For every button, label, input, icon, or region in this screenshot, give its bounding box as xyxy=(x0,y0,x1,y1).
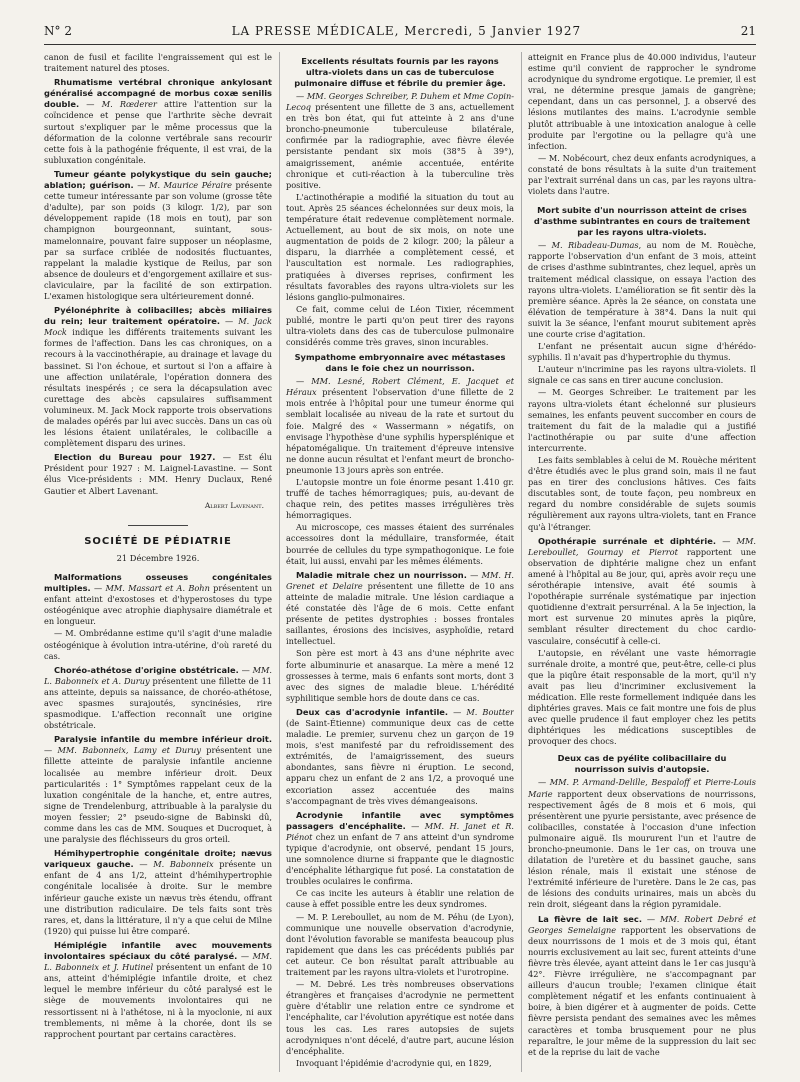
entry: Pyélonéphrite à colibacilles; abcès miliaires du rein; leur traitement opératoire. — M. Jack Mock indique les différents traitements suivant les formes de l'affection. Dans les cas chroniques, on a recours à la vaccinothérapie, au drainage et lavage du bassinet. Si l'on échoue, et surtout si l'on a affaire à une affection unilatérale, l'opération donnera des résultats inespérés ; ce sera la décapsulation avec curettage des abcès capsulaires suffisamment volumineux. M. Jack Mock rapporte trois observations de malades opérés par lui avec succès. Dans un cas où les lésions étaient unilatérales, le colibacille a complètement disparu des urines. xyxy=(44,305,272,449)
entry-author: MM. H. Grenet et Delaire xyxy=(286,569,514,591)
paragraph: atteignit en France plus de 40.000 individus, l'auteur estime qu'il convient de rapprocher le syndrome acrodynique du syndrome ergotique. Le premier, il est vrai, ne détermine presque jamais de gangrène; cependant, dans un cas personnel, J. a observé des lésions mutilantes des mains. L'acrodynie semble plutôt attribuable à une intoxication analogue à celle produite par l'ergotine ou la pellagre qu'à une infection. xyxy=(528,52,756,151)
entry-title: Deux cas d'acrodynie infantile. xyxy=(296,706,449,717)
entry xyxy=(44,452,272,496)
entry-author: MM. P. Armand-Delille, Bespaloff et Pierre-Louis Marie xyxy=(528,777,756,799)
column-1 xyxy=(44,52,272,1072)
paragraph: L'autopsie montre un foie énorme pesant 1.410 gr. truffé de taches hémorragiques; puis, au-devant de chaque rein, des petites masses irrégulières très hémorragiques. xyxy=(286,477,514,521)
entry-title: La fièvre de lait sec. xyxy=(538,913,642,924)
entry-author: MM. Robert Debré et Georges Semelaigne xyxy=(528,913,756,935)
entry-text: présentent une fillette de 3 ans, actuellement en très bon état, qui fut atteinte à 2 ans d'une broncho-pneumonie tuberculeuse bilatérale, confirmée par la radiographie, avec fièvre élevée persistante pendant six mois (38°5 à 39°), amaigrissement, anémie accentuée, entérite chronique et cuti-réaction à la tuberculine très positive. xyxy=(286,102,514,190)
entry-author: M. Babonneix xyxy=(153,859,214,870)
entry-text: rapportent les observations de deux nourrissons de 1 mois et de 3 mois qui, étant nourris exclusivement au lait sec, furent atteints d'une fièvre très élevée, ayant atteint dans le 1er cas jusqu'à 42°. Fièvre irrégulière, ne s'accompagnant par ailleurs d'aucun trouble; l'examen clinique était complètement négatif et les enfants continuaient à boire, à bien digérer et à augmenter de poids. Cette fièvre persista pendant des semaines avec les mêmes caractères et tomba brusquement pour ne plus reparaître, le jour même de la suppression du lait sec et de la reprise du lait de vache xyxy=(528,924,756,1057)
entry-author: MM. Babonneix, Lamy et Duruy xyxy=(57,745,201,756)
page-number: 21 xyxy=(740,24,756,38)
entry-author: MM. L. Babonneix et A. Duruy xyxy=(44,664,272,686)
entry-text: rapportent deux observations de nourrissons, respectivement âgés de 8 mois et 6 mois, qui présentèrent une pyurie persistante, avec présence de colibacilles, constatée à l'occasion d'une infection pulmonaire aiguë. Ils moururent l'un et l'autre de broncho-pneumonie. Dans le 1er cas, on trouva une dilatation de l'uretère et du bassinet gauche, sans lésion rénale, mais il existait une sténose de l'extrémité inférieure de l'uretère. Dans le 2e cas, pas de lésions des conduits urinaires, mais un abcès du rein droit, siégeant dans la région pyramidale. xyxy=(528,788,756,910)
section-title: SOCIÉTÉ DE PÉDIATRIE xyxy=(84,535,232,547)
entry-text: rapportent une observation de diphtérie maligne chez un enfant amené à l'hôpital au 8e jour, qui, après avoir reçu une sérothérapie intensive, avait été soumis à l'opothérapie surrénale systématique par injection quotidienne d'extrait persurrénal. A la 5e injection, la mort est survenue 20 minutes après la piqûre, semblant résulter directement du choc cardio-vasculaire, consécutif à celle-ci. xyxy=(528,546,756,646)
entry-author: M. Rœderer xyxy=(101,99,157,110)
entry-text: chez un enfant de 7 ans atteint d'un syndrome typique d'acrodynie, ont observé, pendant 15 jours, une somnolence diurne si frappante que le diagnostic d'encéphalite léthargique fut posé. La constatation de troubles oculaires le confirma. xyxy=(286,831,514,887)
entry: — M. Ribadeau-Dumas, au nom de M. Rouèche, rapporte l'observation d'un enfant de 3 mois, atteint de crises d'asthme subintrantes, chez lequel, après un traitement médical classique, on essaya l'action des rayons ultra-violets. L'amélioration se fit sentir dès la première séance. Après la 2e séance, on constata une élévation de température à 38°4. Dans la nuit qui suivit la 3e séance, l'enfant mourut subitement après une courte crise d'agitation. xyxy=(528,240,756,339)
entry-title: Maladie mitrale chez un nourrisson. xyxy=(296,569,467,580)
entry-text: attire l'attention sur la coïncidence et pense que l'arthrite sèche devrait surtout s'expliquer par le même processus que la déformation de la colonne vertébrale sans recourir cette fois à la pathogénie fréquente, il est vrai, de la subluxation congénitale. xyxy=(44,99,272,165)
entry-title: Hémiplégie infantile avec mouvements involontaires spéciaux du côté paralysé. xyxy=(44,939,272,962)
entry: Opothérapie surrénale et diphtérie. — MM. Lereboullet, Gournay et Pierrot rapportent une observation de diphtérie maligne chez un enfant amené à l'hôpital au 8e jour, qui, après avoir reçu une sérothérapie intensive, avait été soumis à l'opothérapie surrénale systématique par injection quotidienne d'extrait persurrénal. A la 5e injection, la mort est survenue 20 minutes après la piqûre, semblant résulter directement du choc cardio-vasculaire, consécutif à celle-ci. xyxy=(528,535,756,646)
paragraph: — M. P. Lereboullet, au nom de M. Péhu (de Lyon), communique une nouvelle observation d'acrodynie, dont l'évolution favorable se manifesta beaucoup plus rapidement que dans les cas précédents publiés par cet auteur. Ce bon résultat paraît attribuable au traitement par les rayons ultra-violets et l'urotropine. xyxy=(286,911,514,978)
entry-title: Opothérapie surrénale et diphtérie. xyxy=(538,535,716,546)
section-date: 21 Décembre 1926. xyxy=(116,552,200,563)
entry-author: M. Ribadeau-Dumas xyxy=(551,240,639,251)
paragraph: Son père est mort à 43 ans d'une néphrite avec forte albuminurie et anasarque. La mère a mené 12 grossesses à terme, mais 6 enfants sont morts, dont 3 avec des signes de maladie bleue. L'hérédité syphilitique semble hors de doute dans ce cas. xyxy=(286,648,514,703)
entry-text: présentent un enfant de 10 ans, atteint d'hémiplégie infantile droite, et chez lequel le membre inférieur du côté paralysé est le siège de mouvements involontaires qui ne ressortissent ni à l'athétose, ni à la myoclonie, ni aux tremblements, ni même à la chorée, dont ils se rapprochent pourtant par certains caractères. xyxy=(44,962,272,1039)
entry: — MM. Lesné, Robert Clément, E. Jacquet et Héraux présentent l'observation d'une fillette de 2 mois entrée à l'hôpital pour une tumeur énorme qui semblait localisée au niveau de la rate et surtout du foie. Malgré des « Wassermann » négatifs, on envisage l'hypothèse d'une syphilis hypersplénique et hépatomégalique. Un traitement d'épreuve intensive ne donne aucun résultat et l'enfant meurt de broncho-pneumonie 13 jours après son entrée. xyxy=(286,376,514,475)
entry-author: MM. L. Babonneix et J. Hutinel xyxy=(44,951,272,973)
paragraph: L'actinothérapie a modifié la situation du tout au tout. Après 25 séances échelonnées sur deux mois, la température était redevenue complètement normale. Actuellement, au bout de six mois, on note une augmentation de poids de 2 kilogr. 200; la pâleur a disparu, la diarrhée a complètement cessé, et l'auscultation est normale. Les radiographies, pratiquées à diverses reprises, confirment les résultats favorables des rayons ultra-violets sur les lésions ganglio-pulmonaires. xyxy=(286,191,514,302)
entry-text: (de Saint-Étienne) communique deux cas de cette maladie. Le premier, survenu chez un garçon de 19 mois, s'est manifesté par du refroidissement des extrémités, de l'amaigrissement, des sueurs abondantes, sans fièvre ni éruption. Le second, apparu chez un enfant de 2 ans 1/2, a provoqué une excoriation assez accentuée des mains s'accompagnant de très vives démangeaisons. xyxy=(286,717,514,806)
entry-author: M. Boutter xyxy=(466,706,514,717)
entry: Acrodynie infantile avec symptômes passagers d'encéphalite. — MM. H. Janet et R. Piénot chez un enfant de 7 ans atteint d'un syndrome typique d'acrodynie, ont observé, pendant 15 jours, une somnolence diurne si frappante que le diagnostic d'encéphalite léthargique fut posé. La constatation de troubles oculaires le confirma. xyxy=(286,809,514,887)
entry-title: Deux cas de pyélite colibacillaire du nourrisson suivis d'autopsie. xyxy=(557,753,727,775)
entry-text: au nom de M. Rouèche, rapporte l'observation d'un enfant de 3 mois, atteint de crises d'asthme subintrantes, chez lequel, après un traitement médical classique, on essaya l'action des rayons ultra-violets. L'amélioration se fit sentir dès la première séance. Après la 2e séance, on constata une élévation de température à 38°4. Dans la nuit qui suivit la 3e séance, l'enfant mourut subitement après une courte crise d'agitation. xyxy=(528,240,756,339)
entry-text: indique les différents traitements suivant les formes de l'affection. Dans les cas chroniques, on a recours à la vaccinothérapie, au drainage et lavage du bassinet. Si l'on échoue, et surtout si l'on a affaire à une affection unilatérale, l'opération donnera des résultats inespérés ; ce sera la décapsulation avec curettage des abcès capsulaires suffisamment volumineux. M. Jack Mock rapporte trois observations de malades opérés par lui avec succès. Dans un cas où les lésions étaient unilatérales, le colibacille a complètement disparu des urines. xyxy=(44,327,272,449)
entry-text: présentent une fillette atteinte de paralysie infantile ancienne localisée au membre inférieur droit. Deux particularités : 1° Symptômes rappelant ceux de la luxation congénitale de la hanche, et, entre autres, signe de Trendelenburg, attribuable à la paralysie du moyen fessier; 2° pseudo-signe de Babinski dû, comme dans les cas de MM. Souques et Ducroquet, à une paralysie des fléchisseurs du gros orteil. xyxy=(44,745,272,845)
entry: Hémihypertrophie congénitale droite; nævus variqueux gauche. — M. Babonneix présente un enfant de 4 ans 1/2, atteint d'hémihypertrophie congénitale localisée à droite. Sur le membre inférieur gauche existe un nævus très étendu, offrant une distribution radiculaire. De tels faits sont très rares, et, dans la littérature, il n'y a que celui de Milne (1920) qui puisse lui être comparé. xyxy=(44,848,272,936)
column-3 xyxy=(521,52,756,1072)
running-title: LA PRESSE MÉDICALE, Mercredi, 5 Janvier 1927 xyxy=(231,24,582,38)
entry-title: Mort subite d'un nourrisson atteint de crises d'asthme subintrantes en cours de traitement par les rayons ultra-violets. xyxy=(533,205,751,238)
entry: — MM. Georges Schreiber, P. Duhem et Mme Copin-Lecoq présentent une fillette de 3 ans, actuellement en très bon état, qui fut atteinte à 2 ans d'une broncho-pneumonie tuberculeuse bilatérale, confirmée par la radiographie, avec fièvre élevée persistante pendant six mois (38°5 à 39°), amaigrissement, anémie accentuée, entérite chronique et cuti-réaction à la tuberculine très positive. xyxy=(286,91,514,190)
entry-text: — Est élu Président pour 1927 : M. Laignel-Lavastine. — Sont élus Vice-présidents : MM. Henry Duclaux, René Gautier et Albert Lavenant. xyxy=(44,452,272,496)
entry-text: présentent l'observation d'une fillette de 2 mois entrée à l'hôpital pour une tumeur énorme qui semblait localisée au niveau de la rate et surtout du foie. Malgré des « Wassermann » négatifs, on envisage l'hypothèse d'une syphilis hypersplénique et hépatomégalique. Un traitement d'épreuve intensive ne donne aucun résultat et l'enfant meurt de broncho-pneumonie 13 jours après son entrée. xyxy=(286,387,514,475)
entry-title: Tumeur géante polykystique du sein gauche; ablation; guérison. xyxy=(44,168,272,191)
paragraph: Invoquant l'épidémie d'acrodynie qui, en 1829, xyxy=(296,1057,492,1068)
paragraph: Au microscope, ces masses étaient des surrénales accessoires dont la médullaire, transformée, était bourrée de cellules du type sympathogonique. Le foie était, lui aussi, envahi par les mêmes éléments. xyxy=(286,522,514,566)
entry-title: Rhumatisme vertébral chronique ankylosant généralisé accompagné de morbus coxæ senilis double. xyxy=(44,77,272,110)
column-2 xyxy=(279,52,514,1072)
entry-author: MM. H. Janet et R. Piénot xyxy=(286,820,514,842)
paragraph: — M. Debré. Les très nombreuses observations étrangères et françaises d'acrodynie ne permettent guère d'établir une relation entre ce syndrome et l'encéphalite, car l'évolution apyrétique est notée dans tous les cas. Les rares autopsies de sujets acrodyniques n'ont décelé, d'autre part, aucune lésion d'encéphalite. xyxy=(286,979,514,1056)
paragraph: Ce fait, comme celui de Léon Tixier, récemment publié, montre le parti qu'on peut tirer des rayons ultra-violets dans des cas de tuberculose pulmonaire considérés comme très graves, sinon incurables. xyxy=(286,303,514,348)
entry: Malformations osseuses congénitales multiples. — MM. Massart et A. Bohn présentent un enfant atteint d'exostoses et d'hyperostoses du type ostéogénique avec atrophie diaphysaire diamétrale et en longueur. xyxy=(44,571,272,627)
entry-title: Excellents résultats fournis par les rayons ultra-violets dans un cas de tuberculose pulmonaire diffuse et fébrile du premier âge. xyxy=(294,56,506,88)
entry: Paralysie infantile du membre inférieur droit. — MM. Babonneix, Lamy et Duruy présentent une fillette atteinte de paralysie infantile ancienne localisée au membre inférieur droit. Deux particularités : 1° Symptômes rappelant ceux de la luxation congénitale de la hanche, et, entre autres, signe de Trendelenburg, attribuable à la paralysie du moyen fessier; 2° pseudo-signe de Babinski dû, comme dans les cas de MM. Souques et Ducroquet, à une paralysie des fléchisseurs du gros orteil. xyxy=(44,734,272,845)
entry-text: présentent un enfant atteint d'exostoses et d'hyperostoses du type ostéogénique avec atrophie diaphysaire diamétrale et en longueur. xyxy=(44,583,272,627)
entry-author: MM. Georges Schreiber, P. Duhem et Mme Copin-Lecoq xyxy=(286,91,514,113)
entry-title: Acrodynie infantile avec symptômes passagers d'encéphalite. xyxy=(286,809,514,831)
signature: Albert Lavenant. xyxy=(204,500,264,510)
paragraph: L'auteur n'incrimine pas les rayons ultra-violets. Il signale ce cas sans en tirer aucune conclusion. xyxy=(528,364,756,386)
article-columns xyxy=(44,52,756,1072)
entry-author: MM. Lesné, Robert Clément, E. Jacquet et Héraux xyxy=(286,376,514,398)
entry: Tumeur géante polykystique du sein gauche; ablation; guérison. — M. Maurice Péraire présente cette tumeur intéressante par son volume (grosse tête d'adulte), par son poids (3 kilogr. 1/2), par son développement rapide (18 mois en tout), par son champignon bourgeonnant, suintant, sous-mamelonnaire, pouvant faire supposer un néoplasme, par sa surface criblée de nodosités fluctuantes, rappelant la maladie kystique de Reilus, par son absence de douleurs et d'engorgement axillaire et sus-claviculaire, par la facilité de son extirpation. L'examen histologique sera ultérieurement donné. xyxy=(44,168,272,301)
entry-title: Malformations osseuses congénitales multiples. xyxy=(44,571,272,594)
entry-title: Sympathome embryonnaire avec métastases dans le foie chez un nourrisson. xyxy=(294,352,506,374)
section-divider xyxy=(128,525,188,526)
entry: Rhumatisme vertébral chronique ankylosant généralisé accompagné de morbus coxæ senilis double. — M. Rœderer attire l'attention sur la coïncidence et pense que l'arthrite sèche devrait surtout s'expliquer par le même processus que la déformation de la colonne vertébrale sans recourir cette fois à la pathogénie fréquente, il est vrai, de la subluxation congénitale. xyxy=(44,77,272,165)
entry-author: MM. Lereboullet, Gournay et Pierrot xyxy=(528,535,756,557)
entry-title: Paralysie infantile du membre inférieur droit. xyxy=(54,734,272,745)
entry-title: Election du Bureau pour 1927. xyxy=(54,452,216,463)
paragraph: — M. Georges Schreiber. Le traitement par les rayons ultra-violets étant échelonné sur plusieurs semaines, les enfants peuvent succomber en cours de traitement du fait de la maladie qui a justifié l'actinothérapie ou par suite d'une affection intercurrente. xyxy=(528,387,756,453)
entry-title: Hémihypertrophie congénitale droite; nævus variqueux gauche. xyxy=(44,848,272,870)
paragraph: — M. Nobécourt, chez deux enfants acrodyniques, a constaté de bons résultats à la suite d'un traitement par l'extrait surrénal dans un cas, par les rayons ultra-violets dans l'autre. xyxy=(528,152,756,197)
paragraph: L'autopsie, en révélant une vaste hémorragie surrénale droite, a montré que, peut-être, celle-ci plus que la piqûre était responsable de la mort, qu'il n'y avait pas lieu d'incriminer exclusivement la médication. Elle reste formellement indiquée dans les diphtéries graves. Mais ce fait montre une fois de plus avec quelle prudence il faut employer chez les petits diphtériques les médications susceptibles de provoquer des chocs. xyxy=(528,647,756,747)
entry-title: Pyélonéphrite à colibacilles; abcès miliaires du rein; leur traitement opératoire. xyxy=(44,305,272,327)
entry-text: présentent une fillette de 10 ans atteinte de maladie mitrale. Une lésion cardiaque a été constatée dès l'âge de 6 mois. Cette enfant présente de petites dystrophies : bosses frontales saillantes, érosions des incisives, asyphoïdie, retard intellectuel. xyxy=(286,580,514,647)
entry-text: présente un enfant de 4 ans 1/2, atteint d'hémihypertrophie congénitale localisée à droite. Sur le membre inférieur gauche existe un nævus très étendu, offrant une distribution radiculaire. De tels faits sont très rares, et, dans la littérature, il n'y a que celui de Milne (1920) qui puisse lui être comparé. xyxy=(44,859,272,936)
entry: Choréo-athétose d'origine obstétricale. — MM. L. Babonneix et A. Duruy présentent une fillette de 11 ans atteinte, depuis sa naissance, de choréo-athétose, avec spasmes surajoutés, syncinésies, rire spasmodique. L'affection reconnaît une origine obstétricale. xyxy=(44,664,272,731)
paragraph: — M. Ombrédanne estime qu'il s'agit d'une maladie ostéogénique à évolution intra-utérine, d'où rareté du cas. xyxy=(44,628,272,661)
paragraph: canon de fusil et facilite l'engraissement qui est le traitement naturel des ptoses. xyxy=(44,52,272,74)
entry-author: MM. Massart et A. Bohn xyxy=(105,583,210,594)
entry-text: présente cette tumeur intéressante par son volume (grosse tête d'adulte), par son poids (3 kilogr. 1/2), par son développement rapide (18 mois en tout), par son champignon bourgeonnant, suintant, sous-mamelonnaire, pouvant faire supposer un néoplasme, par sa surface criblée de nodosités fluctuantes, rappelant la maladie kystique de Reilus, par son absence de douleurs et d'engorgement axillaire et sus-claviculaire, par la facilité de son extirpation. L'examen histologique sera ultérieurement donné. xyxy=(44,180,272,301)
entry: Maladie mitrale chez un nourrisson. — MM. H. Grenet et Delaire présentent une fillette de 10 ans atteinte de maladie mitrale. Une lésion cardiaque a été constatée dès l'âge de 6 mois. Cette enfant présente de petites dystrophies : bosses frontales saillantes, érosions des incisives, asyphoïdie, retard intellectuel. xyxy=(286,569,514,647)
paragraph: Les faits semblables à celui de M. Rouèche méritent d'être étudiés avec le plus grand soin, mais il ne faut pas en tirer des conclusions hâtives. Ces faits discutables sont, de toute façon, peu nombreux en regard du nombre considérable de sujets soumis régulièrement aux rayons ultra-violets, tant en France qu'à l'étranger. xyxy=(528,455,756,532)
entry-title: Choréo-athétose d'origine obstétricale. xyxy=(54,664,239,675)
issue-number: N° 2 xyxy=(44,24,72,38)
entry: Hémiplégie infantile avec mouvements involontaires spéciaux du côté paralysé. — MM. L. Babonneix et J. Hutinel présentent un enfant de 10 ans, atteint d'hémiplégie infantile droite, et chez lequel le membre inférieur du côté paralysé est le siège de mouvements involontaires qui ne ressortissent ni à l'athétose, ni à la myoclonie, ni aux tremblements, ni même à la chorée, dont ils se rapprochent pourtant par certains caractères. xyxy=(44,939,272,1039)
page-header xyxy=(44,24,756,44)
paragraph: Ce cas incite les auteurs à établir une relation de cause à effet possible entre les deux syndromes. xyxy=(286,888,514,910)
entry-text: présentent une fillette de 11 ans atteinte, depuis sa naissance, de choréo-athétose, avec spasmes surajoutés, syncinésies, rire spasmodique. L'affection reconnaît une origine obstétricale. xyxy=(44,675,272,731)
paragraph: L'enfant ne présentait aucun signe d'hérédo-syphilis. Il n'avait pas d'hypertrophie du thymus. xyxy=(528,341,756,363)
entry: Deux cas d'acrodynie infantile. — M. Boutter (de Saint-Étienne) communique deux cas de cette maladie. Le premier, survenu chez un garçon de 19 mois, s'est manifesté par du refroidissement des extrémités, de l'amaigrissement, des sueurs abondantes, sans fièvre ni éruption. Le second, apparu chez un enfant de 2 ans 1/2, a provoqué une excoriation assez accentuée des mains s'accompagnant de très vives démangeaisons. xyxy=(286,706,514,806)
entry-author: M. Jack Mock xyxy=(44,316,272,338)
entry: La fièvre de lait sec. — MM. Robert Debré et Georges Semelaigne rapportent les observations de deux nourrissons de 1 mois et de 3 mois qui, étant nourris exclusivement au lait sec, furent atteints d'une fièvre très élevée, ayant atteint dans le 1er cas jusqu'à 42°. Fièvre irrégulière, ne s'accompagnant par ailleurs d'aucun trouble; l'examen clinique était complètement négatif et les enfants continuaient à boire, à bien digérer et à augmenter de poids. Cette fièvre persista pendant des semaines avec les mêmes caractères et tomba brusquement pour ne plus reparaître, le jour même de la suppression du lait sec et de la reprise du lait de vache xyxy=(528,913,756,1057)
entry: — MM. P. Armand-Delille, Bespaloff et Pierre-Louis Marie rapportent deux observations de nourrissons, respectivement âgés de 8 mois et 6 mois, qui présentèrent une pyurie persistante, avec présence de colibacilles, constatée à l'occasion d'une infection pulmonaire aiguë. Ils moururent l'un et l'autre de broncho-pneumonie. Dans le 1er cas, on trouva une dilatation de l'uretère et du bassinet gauche, sans lésion rénale, mais il existait une sténose de l'extrémité inférieure de l'uretère. Dans le 2e cas, pas de lésions des conduits urinaires, mais un abcès du rein droit, siégeant dans la région pyramidale. xyxy=(528,777,756,910)
header-rule xyxy=(44,44,756,45)
entry-author: M. Maurice Péraire xyxy=(149,180,232,191)
